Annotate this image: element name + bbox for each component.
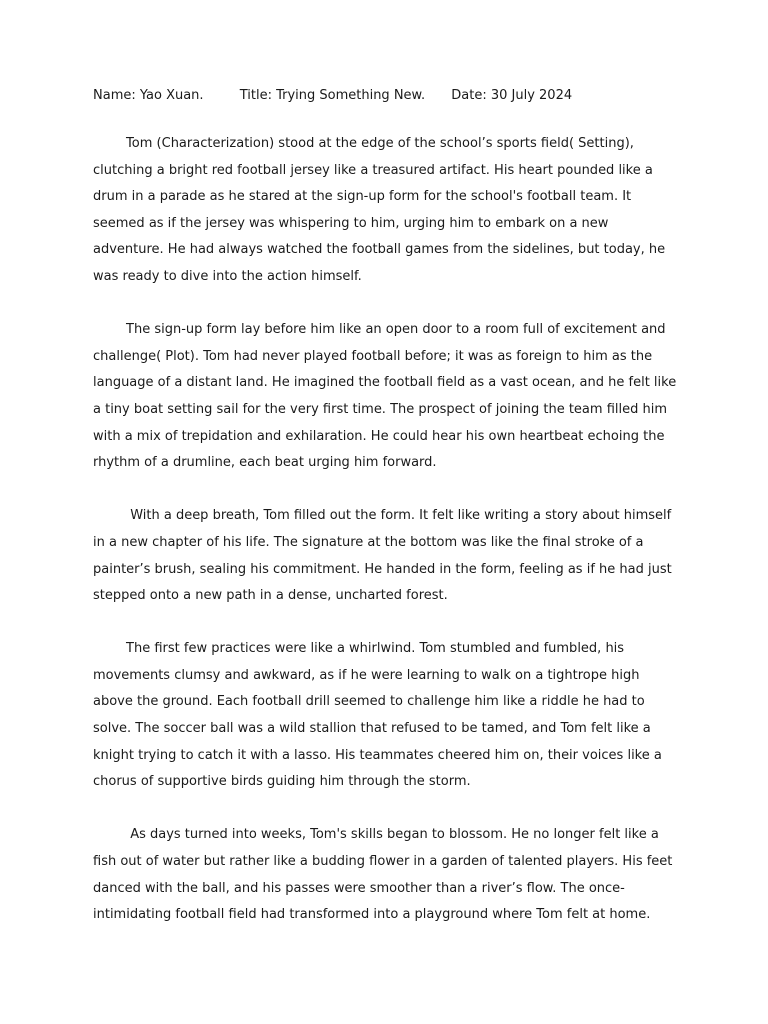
paragraph-1: Tom (Characterization) stood at the edge of the school’s sports field( Setting), clutching a bright red football jersey like a treasured artifact. His heart pounded like a drum in a parade as he stared at the sign-up form for the school's football team. It seemed as if the jersey was whispering to him, urging him to embark on a new adventure. He had always watched the football games from the sidelines, but today, he was ready to dive into the action himself. <box>93 136 666 284</box>
paragraph-3: With a deep breath, Tom filled out the form. It felt like writing a story about himself in a new chapter of his life. The signature at the bottom was like the final stroke of a painter’s brush, sealing his commitment. He handed in the form, feeling as if he had just stepped onto a new path in a dense, uncharted forest. <box>93 508 672 604</box>
document-date: Date: 30 July 2024 <box>451 88 573 103</box>
author-name: Name: Yao Xuan. <box>93 88 204 103</box>
paragraph-4: The first few practices were like a whirlwind. Tom stumbled and fumbled, his movements clumsy and awkward, as if he were learning to walk on a tightrope high above the ground. Each football drill seemed to challenge him like a riddle he had to solve. The soccer ball was a wild stallion that refused to be tamed, and Tom felt like a knight trying to catch it with a lasso. His teammates cheered him on, their voices like a chorus of supportive birds guiding him through the storm. <box>93 641 662 790</box>
document-page <box>93 86 683 929</box>
document-title: Title: Trying Something New. <box>239 88 426 103</box>
document-header <box>93 86 683 106</box>
paragraph-5: As days turned into weeks, Tom's skills began to blossom. He no longer felt like a fish out of water but rather like a budding flower in a garden of talented players. His feet danced with the ball, and his passes were smoother than a river’s flow. The once-intimidating football field had transformed into a playground where Tom felt at home. <box>93 827 673 923</box>
paragraph-2: The sign-up form lay before him like an open door to a room full of excitement and challenge( Plot). Tom had never played football before; it was as foreign to him as the language of a distant land. He imagined the football field as a vast ocean, and he felt like a tiny boat setting sail for the very first time. The prospect of joining the team filled him with a mix of trepidation and exhilaration. He could hear his own heartbeat echoing the rhythm of a drumline, each beat urging him forward. <box>93 322 677 471</box>
